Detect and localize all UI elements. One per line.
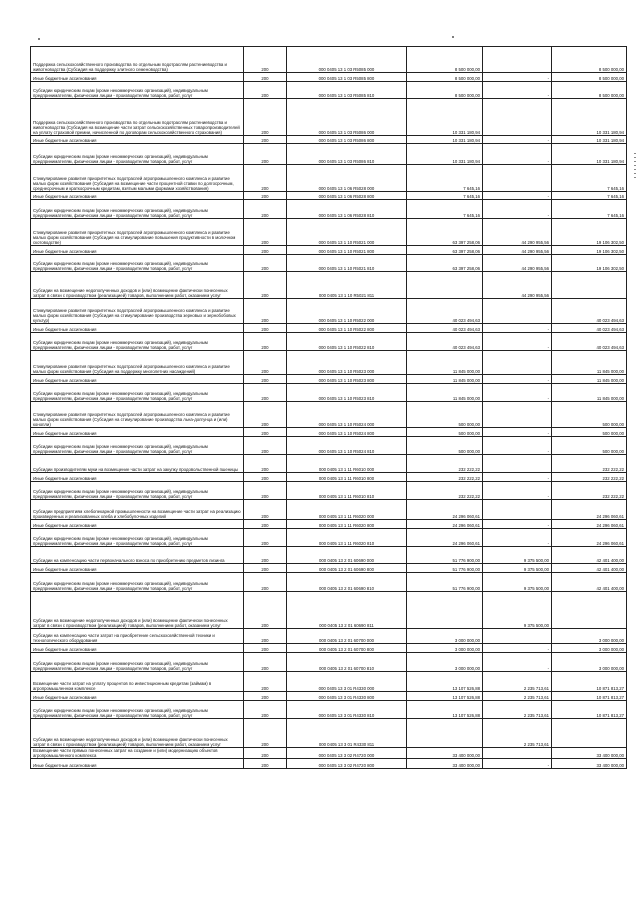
cell-path: 000 0405 13 1 10 R5021 811 — [287, 272, 407, 299]
cell-a2: 2 235 713,61 — [483, 719, 552, 748]
cell-code: 200 — [244, 564, 287, 573]
cell-name: Стимулирование развития приоритетных подотраслей агропромышленного комплекса и развитие малых форм хозяйствования (Субсидия на поддержку многолетних насаждений) — [31, 351, 244, 375]
table-row — [31, 573, 627, 592]
cell-code: 200 — [244, 136, 287, 144]
cell-code: 200 — [244, 748, 287, 759]
cell-name: Стимулирование развития приоритетных подотраслей агропромышленного комплекса и развитие малых форм хозяйствования (Субсидия на стимулирование производства льна-долгунца и (или) конопли) — [31, 402, 244, 428]
cell-a1: 51 776 900,00 — [407, 564, 483, 573]
table-row — [31, 192, 627, 200]
cell-code: 200 — [244, 351, 287, 375]
table-row — [31, 692, 627, 701]
cell-a2: - — [483, 759, 552, 769]
cell-path: 000 0405 13 1 10 R5023 000 — [287, 351, 407, 375]
cell-a3: 10 331 180,94 — [552, 99, 627, 136]
cell-a2: - — [483, 482, 552, 500]
cell-a2: - — [483, 192, 552, 200]
cell-path: 000 0405 13 1 06 R5028 810 — [287, 200, 407, 219]
table-row — [31, 351, 627, 375]
cell-name: Субсидии юридическим лицам (кроме некоммерческих организаций), индивидуальным предпринимателям, физическим лицам - производителям товаров, работ, услуг — [31, 701, 244, 719]
cell-name: Субсидии юридическим лицам (кроме некоммерческих организаций), индивидуальным предпринимателям, физическим лицам - производителям товаров, работ, услуг — [31, 573, 244, 592]
cell-a1: 3 000 000,00 — [407, 629, 483, 644]
cell-path: 000 0405 13 1 10 R5022 000 — [287, 299, 407, 324]
cell-a2: - — [483, 437, 552, 455]
cell-a2: 2 235 713,61 — [483, 692, 552, 701]
table-row — [31, 99, 627, 136]
cell-a3: 8 500 000,00 — [552, 73, 627, 82]
cell-a2: - — [483, 144, 552, 165]
cell-name: Субсидии юридическим лицам (кроме некоммерческих организаций), индивидуальным предпринимателям, физическим лицам - производителям товаров, работ, услуг — [31, 255, 244, 272]
cell-a1: 13 107 526,88 — [407, 692, 483, 701]
table-row — [31, 592, 627, 629]
cell-a3: 40 023 494,63 — [552, 299, 627, 324]
cell-a1 — [407, 592, 483, 629]
cell-path: 000 0405 13 1 10 R5021 810 — [287, 255, 407, 272]
table-row — [31, 629, 627, 644]
cell-path: 000 0405 13 1 11 R6010 800 — [287, 473, 407, 482]
cell-path: 000 0405 13 1 10 R5022 810 — [287, 333, 407, 351]
table-row — [31, 672, 627, 692]
cell-name: Субсидии на компенсацию части первоначального взноса по приобретению предметов лизинга — [31, 547, 244, 564]
table-body — [31, 47, 627, 769]
table-row — [31, 748, 627, 759]
table-row — [31, 500, 627, 520]
cell-path: 000 0405 13 2 01 60690 800 — [287, 564, 407, 573]
cell-a2 — [483, 47, 552, 73]
cell-a1: 500 000,00 — [407, 437, 483, 455]
cell-a1: 33 400 000,00 — [407, 748, 483, 759]
cell-a2 — [483, 351, 552, 375]
cell-a3: 42 401 400,00 — [552, 564, 627, 573]
cell-name: Иные бюджетные ассигнования — [31, 759, 244, 769]
cell-code: 200 — [244, 375, 287, 384]
cell-code: 200 — [244, 573, 287, 592]
cell-path: 000 0405 13 1 11 R6020 800 — [287, 520, 407, 529]
cell-a1: 3 000 000,00 — [407, 644, 483, 653]
cell-a2: 44 290 955,56 — [483, 219, 552, 246]
table-row — [31, 255, 627, 272]
cell-path: 000 0405 13 1 11 R6010 000 — [287, 455, 407, 473]
cell-a1: 8 500 000,00 — [407, 82, 483, 99]
cell-a3: 10 871 813,27 — [552, 692, 627, 701]
cell-a2: - — [483, 333, 552, 351]
cell-a1: 40 023 494,63 — [407, 324, 483, 333]
cell-code: 200 — [244, 482, 287, 500]
cell-a1: 7 645,16 — [407, 192, 483, 200]
cell-path: 000 0405 13 3 01 R4330 811 — [287, 719, 407, 748]
cell-a2: - — [483, 73, 552, 82]
cell-a3: 7 645,16 — [552, 165, 627, 192]
cell-a1: 10 331 180,94 — [407, 144, 483, 165]
cell-code: 200 — [244, 629, 287, 644]
cell-a1: 10 331 180,94 — [407, 136, 483, 144]
cell-code: 200 — [244, 219, 287, 246]
cell-code: 200 — [244, 165, 287, 192]
cell-path: 000 0405 13 2 01 60700 800 — [287, 644, 407, 653]
cell-a1: 33 400 000,00 — [407, 759, 483, 769]
cell-name: Субсидии юридическим лицам (кроме некоммерческих организаций), индивидуальным предпринимателям, физическим лицам - производителям товаров, работ, услуг — [31, 653, 244, 672]
cell-a1: 10 331 180,94 — [407, 99, 483, 136]
cell-a3: 10 871 813,27 — [552, 701, 627, 719]
cell-a1: 40 023 494,63 — [407, 333, 483, 351]
cell-code: 200 — [244, 672, 287, 692]
cell-a1: 11 845 000,00 — [407, 375, 483, 384]
table-row — [31, 520, 627, 529]
cell-a3: 232 222,22 — [552, 473, 627, 482]
cell-a3: 3 000 000,00 — [552, 644, 627, 653]
cell-a2: - — [483, 82, 552, 99]
cell-name: Субсидии юридическим лицам (кроме некоммерческих организаций), индивидуальным предпринимателям, физическим лицам - производителям товаров, работ, услуг — [31, 437, 244, 455]
cell-name: Субсидии юридическим лицам (кроме некоммерческих организаций), индивидуальным предпринимателям, физическим лицам - производителям товаров, работ, услуг — [31, 144, 244, 165]
cell-name: Субсидии на компенсацию части затрат на приобретение сельскохозяйственной техники и технологического оборудования — [31, 629, 244, 644]
cell-name: Иные бюджетные ассигнования — [31, 692, 244, 701]
cell-a1: 40 023 494,63 — [407, 299, 483, 324]
cell-a2 — [483, 748, 552, 759]
cell-a1: 11 845 000,00 — [407, 384, 483, 402]
cell-name: Иные бюджетные ассигнования — [31, 564, 244, 573]
table-row — [31, 82, 627, 99]
cell-path: 000 0405 13 1 10 R5023 800 — [287, 375, 407, 384]
cell-path: 000 0405 13 1 03 R5086 000 — [287, 99, 407, 136]
cell-a2: - — [483, 384, 552, 402]
table-row — [31, 644, 627, 653]
table-row — [31, 719, 627, 748]
cell-a2: - — [483, 136, 552, 144]
cell-a1: 63 397 258,06 — [407, 219, 483, 246]
cell-code: 200 — [244, 644, 287, 653]
table-row — [31, 165, 627, 192]
table-row — [31, 473, 627, 482]
table-row — [31, 272, 627, 299]
table-row — [31, 219, 627, 246]
cell-a2: - — [483, 520, 552, 529]
cell-a2: - — [483, 324, 552, 333]
table-row — [31, 547, 627, 564]
cell-name: Поддержка сельскохозяйственного производства по отдельным подотраслям растениеводства и животноводства (Субсидия на поддержку элитного семеноводства) — [31, 47, 244, 73]
cell-a2: 2 235 713,61 — [483, 672, 552, 692]
table-row — [31, 200, 627, 219]
cell-path: 000 0405 13 1 03 R5085 800 — [287, 73, 407, 82]
cell-name: Возмещение части затрат на уплату процентов по инвестиционным кредитам (займам) в агропромышленном комплексе — [31, 672, 244, 692]
cell-a1: 500 000,00 — [407, 402, 483, 428]
cell-a3: 19 106 302,50 — [552, 219, 627, 246]
cell-a3: 11 845 000,00 — [552, 351, 627, 375]
cell-path: 000 0405 13 3 02 R4720 000 — [287, 748, 407, 759]
cell-a3: 19 106 302,50 — [552, 255, 627, 272]
cell-name: Субсидии на возмещение недополученных доходов и (или) возмещение фактически понесенных затрат в связи с производством (реализацией) товаров, выполнением работ, оказанием услуг — [31, 592, 244, 629]
cell-path: 000 0405 13 1 11 R6020 810 — [287, 529, 407, 547]
cell-a2: 2 235 713,61 — [483, 701, 552, 719]
cell-name: Иные бюджетные ассигнования — [31, 520, 244, 529]
budget-execution-table — [30, 46, 627, 769]
cell-path: 000 0405 13 3 01 R4330 810 — [287, 701, 407, 719]
cell-path: 000 0405 13 1 10 R5024 810 — [287, 437, 407, 455]
cell-path: 000 0405 13 2 01 60690 811 — [287, 592, 407, 629]
cell-a2: 9 375 500,00 — [483, 573, 552, 592]
cell-name: Иные бюджетные ассигнования — [31, 136, 244, 144]
cell-a1: 51 776 900,00 — [407, 547, 483, 564]
cell-a1: 8 500 000,00 — [407, 73, 483, 82]
cell-path: 000 0405 13 1 11 R6020 000 — [287, 500, 407, 520]
cell-name: Субсидии производителям муки на возмещение части затрат на закупку продовольственной пшеницы — [31, 455, 244, 473]
table-row — [31, 428, 627, 437]
cell-path: 000 0405 13 2 01 60700 810 — [287, 653, 407, 672]
cell-path: 000 0405 13 1 03 R5086 800 — [287, 136, 407, 144]
cell-a3: 500 000,00 — [552, 437, 627, 455]
cell-code: 200 — [244, 82, 287, 99]
cell-code: 200 — [244, 402, 287, 428]
table-row — [31, 73, 627, 82]
cell-code: 200 — [244, 592, 287, 629]
cell-a2 — [483, 299, 552, 324]
cell-a3: 11 845 000,00 — [552, 384, 627, 402]
cell-path: 000 0405 13 1 03 R5085 000 — [287, 47, 407, 73]
cell-name: Иные бюджетные ассигнования — [31, 375, 244, 384]
table-row — [31, 529, 627, 547]
cell-a3: 7 645,16 — [552, 200, 627, 219]
scan-speck — [38, 38, 40, 40]
cell-a3: 500 000,00 — [552, 402, 627, 428]
cell-path: 000 0405 13 1 03 R5085 810 — [287, 82, 407, 99]
cell-a2 — [483, 402, 552, 428]
table-row — [31, 701, 627, 719]
cell-a2: - — [483, 529, 552, 547]
cell-name: Стимулирование развития приоритетных подотраслей агропромышленного комплекса и развитие малых форм хозяйствования (Субсидия на возмещение части процентной ставки по долгосрочным, среднесрочным и краткосрочным кредитам, взятым малыми формами хозяйствования) — [31, 165, 244, 192]
cell-a3: 24 296 060,61 — [552, 520, 627, 529]
cell-a2 — [483, 165, 552, 192]
cell-code: 200 — [244, 529, 287, 547]
cell-name: Иные бюджетные ассигнования — [31, 644, 244, 653]
cell-name: Субсидии юридическим лицам (кроме некоммерческих организаций), индивидуальным предпринимателям, физическим лицам - производителям товаров, работ, услуг — [31, 529, 244, 547]
cell-a1: 500 000,00 — [407, 428, 483, 437]
cell-name: Иные бюджетные ассигнования — [31, 428, 244, 437]
cell-name: Субсидии юридическим лицам (кроме некоммерческих организаций), индивидуальным предпринимателям, физическим лицам - производителям товаров, работ, услуг — [31, 82, 244, 99]
cell-name: Иные бюджетные ассигнования — [31, 73, 244, 82]
cell-a1: 24 296 060,61 — [407, 520, 483, 529]
cell-code: 200 — [244, 246, 287, 255]
table-row — [31, 437, 627, 455]
cell-name: Иные бюджетные ассигнования — [31, 246, 244, 255]
table-row — [31, 375, 627, 384]
cell-code: 200 — [244, 653, 287, 672]
cell-code: 200 — [244, 200, 287, 219]
margin-marks — [632, 150, 638, 210]
cell-name: Возмещение части прямых понесенных затрат на создание и (или) модернизацию объектов агропромышленного комплекса — [31, 748, 244, 759]
cell-a2: - — [483, 473, 552, 482]
cell-path: 000 0405 13 1 06 R5028 800 — [287, 192, 407, 200]
cell-name: Иные бюджетные ассигнования — [31, 192, 244, 200]
cell-a1: 24 296 060,61 — [407, 500, 483, 520]
cell-path: 000 0405 13 1 10 R5021 000 — [287, 219, 407, 246]
cell-code: 200 — [244, 500, 287, 520]
cell-a3: 10 331 180,94 — [552, 144, 627, 165]
cell-a3: 42 401 400,00 — [552, 573, 627, 592]
table-row — [31, 482, 627, 500]
cell-code: 200 — [244, 192, 287, 200]
cell-a3: 42 401 400,00 — [552, 547, 627, 564]
cell-code: 200 — [244, 272, 287, 299]
cell-a2: - — [483, 653, 552, 672]
table-row — [31, 324, 627, 333]
cell-a2: - — [483, 644, 552, 653]
table-row — [31, 455, 627, 473]
cell-name: Субсидии на возмещение недополученных доходов и (или) возмещение фактически понесенных затрат в связи с производством (реализацией) товаров, выполнением работ, оказанием услуг — [31, 719, 244, 748]
cell-name: Иные бюджетные ассигнования — [31, 473, 244, 482]
cell-a3: 19 106 302,50 — [552, 246, 627, 255]
cell-path: 000 0405 13 3 01 R4330 800 — [287, 692, 407, 701]
cell-a3: 3 000 000,00 — [552, 653, 627, 672]
cell-code: 200 — [244, 473, 287, 482]
cell-a2: 44 290 955,56 — [483, 246, 552, 255]
table-row — [31, 653, 627, 672]
cell-a1: 24 296 060,61 — [407, 529, 483, 547]
cell-path: 000 0405 13 2 01 60690 810 — [287, 573, 407, 592]
cell-code: 200 — [244, 437, 287, 455]
cell-a1: 7 645,16 — [407, 165, 483, 192]
table-row — [31, 299, 627, 324]
cell-path: 000 0405 13 3 02 R4720 800 — [287, 759, 407, 769]
cell-path: 000 0405 13 1 10 R5024 000 — [287, 402, 407, 428]
cell-a2 — [483, 500, 552, 520]
cell-path: 000 0405 13 1 11 R6010 810 — [287, 482, 407, 500]
cell-a3 — [552, 592, 627, 629]
cell-code: 200 — [244, 520, 287, 529]
cell-a3: 8 500 000,00 — [552, 82, 627, 99]
table-row — [31, 333, 627, 351]
cell-a3 — [552, 272, 627, 299]
cell-a2: 9 375 500,00 — [483, 564, 552, 573]
cell-code: 200 — [244, 255, 287, 272]
cell-code: 200 — [244, 701, 287, 719]
cell-name: Субсидии предприятиям хлебопекарной промышленности на возмещение части затрат на реализацию произведенных и реализованных хлеба и хлебобулочных изделий — [31, 500, 244, 520]
cell-path: 000 0405 13 1 03 R5086 810 — [287, 144, 407, 165]
cell-a3: 40 023 494,63 — [552, 324, 627, 333]
cell-a3: 40 023 494,63 — [552, 333, 627, 351]
cell-code: 200 — [244, 73, 287, 82]
cell-a2 — [483, 99, 552, 136]
cell-a2: 9 375 500,00 — [483, 592, 552, 629]
cell-a3: 33 400 000,00 — [552, 759, 627, 769]
cell-a1: 63 397 258,06 — [407, 246, 483, 255]
cell-a1: 13 107 526,88 — [407, 701, 483, 719]
cell-a3: 24 296 060,61 — [552, 529, 627, 547]
cell-name: Субсидии юридическим лицам (кроме некоммерческих организаций), индивидуальным предпринимателям, физическим лицам - производителям товаров, работ, услуг — [31, 200, 244, 219]
cell-name: Субсидии юридическим лицам (кроме некоммерческих организаций), индивидуальным предпринимателям, физическим лицам - производителям товаров, работ, услуг — [31, 482, 244, 500]
cell-code: 200 — [244, 759, 287, 769]
cell-a3: 500 000,00 — [552, 428, 627, 437]
cell-a2: 44 290 955,56 — [483, 272, 552, 299]
budget-table-page — [30, 46, 626, 769]
cell-code: 200 — [244, 333, 287, 351]
cell-code: 200 — [244, 692, 287, 701]
cell-a2: 9 375 500,00 — [483, 547, 552, 564]
cell-a1: 232 222,22 — [407, 455, 483, 473]
cell-code: 200 — [244, 547, 287, 564]
cell-path: 000 0405 13 2 01 60690 000 — [287, 547, 407, 564]
cell-a2: - — [483, 375, 552, 384]
cell-code: 200 — [244, 299, 287, 324]
cell-a3: 8 500 000,00 — [552, 47, 627, 73]
cell-name: Стимулирование развития приоритетных подотраслей агропромышленного комплекса и развитие малых форм хозяйствования (Субсидия на стимулирование повышения продуктивности в молочном скотоводстве) — [31, 219, 244, 246]
cell-a2 — [483, 629, 552, 644]
cell-path: 000 0405 13 3 01 R4330 000 — [287, 672, 407, 692]
cell-code: 200 — [244, 324, 287, 333]
cell-path: 000 0405 13 1 10 R5023 810 — [287, 384, 407, 402]
table-row — [31, 136, 627, 144]
cell-a3 — [552, 719, 627, 748]
cell-a1: 7 645,16 — [407, 200, 483, 219]
table-row — [31, 246, 627, 255]
cell-a3: 3 000 000,00 — [552, 629, 627, 644]
cell-name: Стимулирование развития приоритетных подотраслей агропромышленного комплекса и развитие малых форм хозяйствования (Субсидия на стимулирование производства зерновых и зернобобовых культур) — [31, 299, 244, 324]
table-row — [31, 564, 627, 573]
table-row — [31, 47, 627, 73]
cell-a1: 232 222,22 — [407, 473, 483, 482]
cell-path: 000 0405 13 1 10 R5024 800 — [287, 428, 407, 437]
table-row — [31, 384, 627, 402]
cell-path: 000 0405 13 2 01 60700 000 — [287, 629, 407, 644]
cell-a2: 44 290 955,56 — [483, 255, 552, 272]
cell-path: 000 0405 13 1 06 R5028 000 — [287, 165, 407, 192]
cell-code: 200 — [244, 428, 287, 437]
cell-a2: - — [483, 428, 552, 437]
cell-code: 200 — [244, 47, 287, 73]
cell-a1: 11 845 000,00 — [407, 351, 483, 375]
scan-speck — [452, 36, 454, 38]
cell-a2: - — [483, 200, 552, 219]
cell-a3: 10 331 180,94 — [552, 136, 627, 144]
cell-a2 — [483, 455, 552, 473]
cell-a1: 232 222,22 — [407, 482, 483, 500]
table-row — [31, 759, 627, 769]
cell-name: Субсидии юридическим лицам (кроме некоммерческих организаций), индивидуальным предпринимателям, физическим лицам - производителям товаров, работ, услуг — [31, 333, 244, 351]
cell-a3: 10 871 813,27 — [552, 672, 627, 692]
cell-a3: 232 222,22 — [552, 455, 627, 473]
cell-a1 — [407, 272, 483, 299]
cell-code: 200 — [244, 99, 287, 136]
cell-a3: 232 222,22 — [552, 482, 627, 500]
cell-name: Субсидии юридическим лицам (кроме некоммерческих организаций), индивидуальным предпринимателям, физическим лицам - производителям товаров, работ, услуг — [31, 384, 244, 402]
cell-a3: 33 400 000,00 — [552, 748, 627, 759]
cell-name: Субсидии на возмещение недополученных доходов и (или) возмещение фактически понесенных затрат в связи с производством (реализацией) товаров, выполнением работ, оказанием услуг — [31, 272, 244, 299]
cell-a3: 24 296 060,61 — [552, 500, 627, 520]
cell-code: 200 — [244, 455, 287, 473]
cell-a1: 3 000 000,00 — [407, 653, 483, 672]
cell-a1: 13 107 526,88 — [407, 672, 483, 692]
cell-name: Поддержка сельскохозяйственного производства по отдельным подотраслям растениеводства и животноводства (Субсидия на возмещение части затрат сельскохозяйственных товаропроизводителей на уплату страховой премии, начисленной по договорам сельскохозяйственного страхования) — [31, 99, 244, 136]
table-row — [31, 144, 627, 165]
table-row — [31, 402, 627, 428]
cell-a1 — [407, 719, 483, 748]
cell-code: 200 — [244, 384, 287, 402]
cell-a1: 51 776 900,00 — [407, 573, 483, 592]
cell-a1: 8 500 000,00 — [407, 47, 483, 73]
cell-code: 200 — [244, 719, 287, 748]
cell-path: 000 0405 13 1 10 R5021 800 — [287, 246, 407, 255]
cell-a3: 7 645,16 — [552, 192, 627, 200]
cell-name: Иные бюджетные ассигнования — [31, 324, 244, 333]
cell-code: 200 — [244, 144, 287, 165]
cell-a1: 63 397 258,06 — [407, 255, 483, 272]
cell-path: 000 0405 13 1 10 R5022 800 — [287, 324, 407, 333]
cell-a3: 11 845 000,00 — [552, 375, 627, 384]
